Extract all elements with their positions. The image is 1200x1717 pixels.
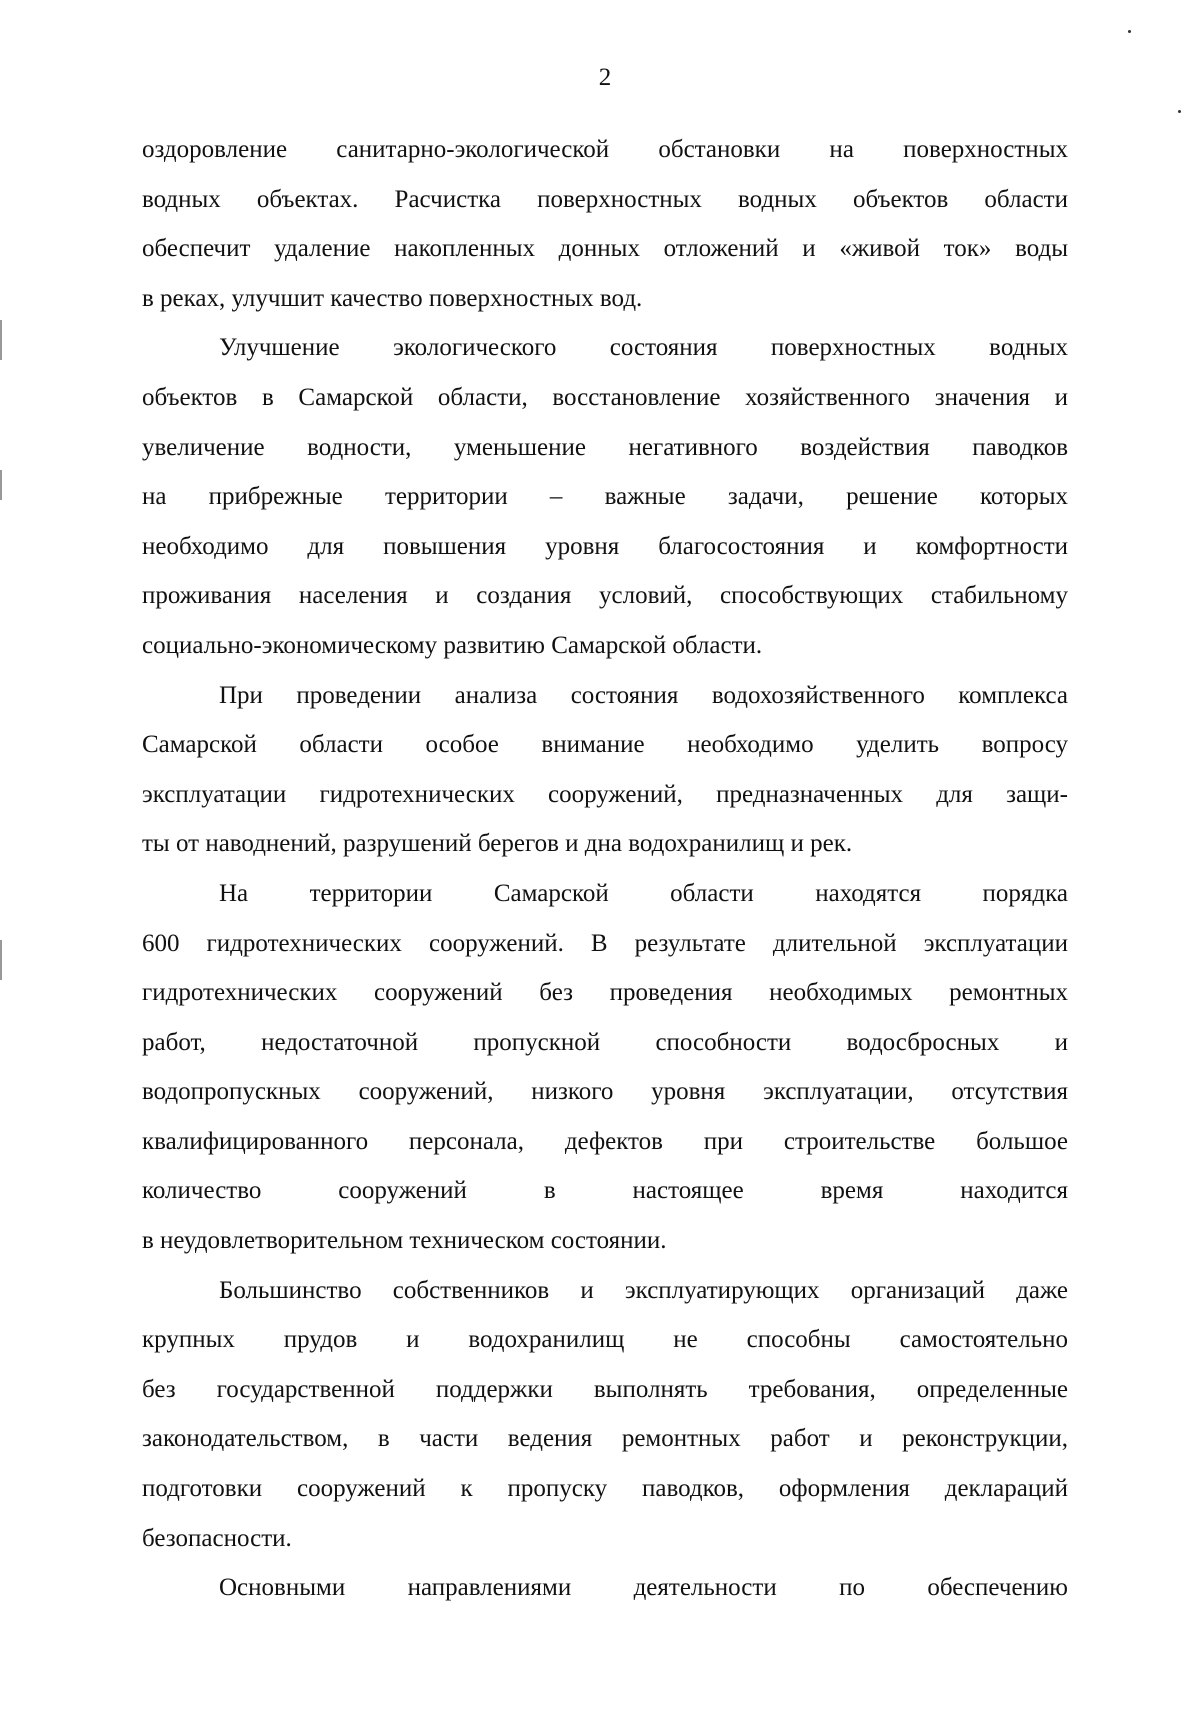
paragraph	[142, 1266, 1068, 1564]
text-line: эксплуатации гидротехнических сооружений, предназначенных для защи-	[142, 780, 1068, 808]
text-line: крупных прудов и водохранилищ не способны самостоятельно	[142, 1326, 1068, 1354]
scan-edge-mark	[0, 320, 2, 360]
page-number: 2	[598, 64, 612, 91]
text-line: в реках, улучшит качество поверхностных вод.	[142, 284, 643, 312]
text-line: Самарской области особое внимание необходимо уделить вопросу	[142, 731, 1068, 759]
scan-speck	[1128, 30, 1131, 33]
text-line: Улучшение экологического состояния поверхностных водных	[219, 334, 1068, 362]
scan-edge-mark	[0, 470, 2, 500]
text-line: в неудовлетворительном техническом состоянии.	[142, 1227, 667, 1255]
text-line: водопропускных сооружений, низкого уровня эксплуатации, отсутствия	[142, 1078, 1068, 1106]
text-line: ты от наводнений, разрушений берегов и дна водохранилищ и рек.	[142, 830, 853, 858]
text-line: необходимо для повышения уровня благосостояния и комфортности	[142, 532, 1068, 560]
text-line: работ, недостаточной пропускной способности водосбросных и	[142, 1028, 1068, 1056]
text-line: количество сооружений в настоящее время находится	[142, 1177, 1068, 1205]
document-body	[142, 125, 1068, 1613]
text-line: проживания населения и создания условий, способствующих стабильному	[142, 582, 1068, 610]
text-line: водных объектах. Расчистка поверхностных водных объектов области	[142, 185, 1068, 213]
scan-edge-mark	[0, 940, 2, 980]
text-line: На территории Самарской области находятся порядка	[219, 879, 1068, 907]
text-line: на прибрежные территории – важные задачи, решение которых	[142, 483, 1068, 511]
text-line: обеспечит удаление накопленных донных отложений и «живой ток» воды	[142, 235, 1068, 263]
text-line: При проведении анализа состояния водохозяйственного комплекса	[219, 681, 1068, 709]
text-line: безопасности.	[142, 1524, 292, 1552]
paragraph	[142, 671, 1068, 869]
text-line: социально-экономическому развитию Самарской области.	[142, 631, 763, 659]
paragraph	[142, 869, 1068, 1266]
text-line: Основными направлениями деятельности по обеспечению	[219, 1574, 1068, 1602]
text-line: оздоровление санитарно-экологической обстановки на поверхностных	[142, 136, 1068, 163]
paragraph	[142, 125, 1068, 323]
scan-speck	[1178, 110, 1181, 113]
text-line: объектов в Самарской области, восстановление хозяйственного значения и	[142, 383, 1068, 411]
text-line: подготовки сооружений к пропуску паводков, оформления деклараций	[142, 1475, 1068, 1503]
text-line: законодательством, в части ведения ремонтных работ и реконструкции,	[142, 1425, 1068, 1453]
text-line: Большинство собственников и эксплуатирующих организаций даже	[219, 1276, 1068, 1304]
paragraph	[142, 1563, 1068, 1613]
text-line: квалифицированного персонала, дефектов при строительстве большое	[142, 1127, 1068, 1155]
text-line: увеличение водности, уменьшение негативного воздействия паводков	[142, 433, 1068, 461]
text-line: гидротехнических сооружений без проведения необходимых ремонтных	[142, 979, 1068, 1007]
text-line: 600 гидротехнических сооружений. В результате длительной эксплуатации	[142, 929, 1068, 957]
paragraph	[142, 323, 1068, 670]
text-line: без государственной поддержки выполнять требования, определенные	[142, 1375, 1068, 1403]
